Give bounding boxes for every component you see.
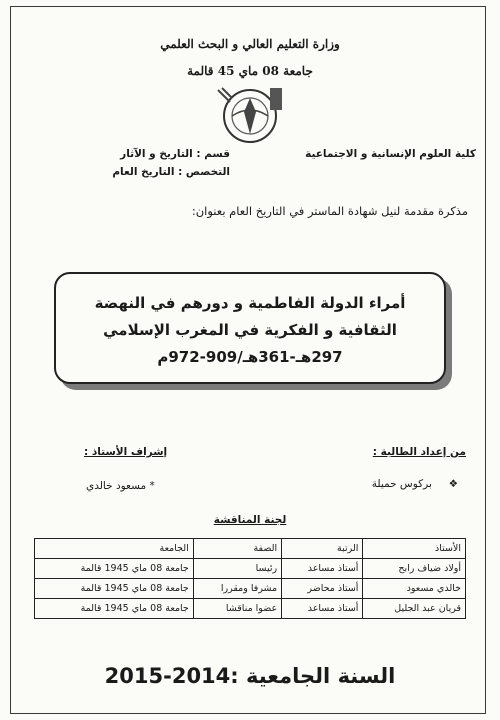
cell-professor: قريان عبد الجليل <box>363 599 466 619</box>
cell-rank: أستاذ مساعد <box>282 559 363 579</box>
academic-year: السنة الجامعية :2014-2015 <box>104 664 396 688</box>
university-name: جامعة 08 ماي 45 قالمة <box>187 64 313 78</box>
faculty-name: كلية العلوم الإنسانية و الاجتماعية <box>305 148 476 160</box>
thesis-title-dates: 297هـ-361هـ/909-972م <box>157 348 343 366</box>
committee-label: لجنة المناقشة <box>213 514 287 526</box>
department-name: قسم : التاريخ و الآثار <box>120 148 230 160</box>
committee-table <box>34 538 466 619</box>
supervised-by-label: إشراف الأستاذ : <box>84 446 168 458</box>
thesis-title-box <box>54 272 446 384</box>
cell-role: رئيسا <box>193 559 281 579</box>
column-header-university: الجامعة <box>35 539 194 559</box>
university-logo-icon <box>212 80 288 146</box>
cell-university: جامعة 08 ماي 1945 قالمة <box>35 599 194 619</box>
student-name-text: بركوس حميلة <box>371 478 432 490</box>
bullet-icon: ❖ <box>448 478 458 490</box>
supervisor-name: * مسعود خالدي <box>86 480 155 492</box>
cell-rank: أستاذ مساعد <box>282 599 363 619</box>
memo-intro: مذكرة مقدمة لنيل شهادة الماستر في التاريخ العام بعنوان: <box>191 204 468 218</box>
cell-university: جامعة 08 ماي 1945 قالمة <box>35 579 194 599</box>
cell-role: مشرفا ومقررا <box>193 579 281 599</box>
thesis-title-line-1: أمراء الدولة الفاطمية و دورهم في النهضة <box>94 294 406 312</box>
table-header-row <box>35 539 466 559</box>
ministry-name: وزارة التعليم العالي و البحث العلمي <box>160 37 340 51</box>
column-header-professor: الأستاذ <box>363 539 466 559</box>
cell-professor: خالدي مسعود <box>363 579 466 599</box>
table-row <box>35 559 466 579</box>
cell-rank: أستاذ محاضر <box>282 579 363 599</box>
column-header-role: الصفة <box>193 539 281 559</box>
cell-professor: أولاد ضياف رابح <box>363 559 466 579</box>
cell-university: جامعة 08 ماي 1945 قالمة <box>35 559 194 579</box>
student-name <box>372 478 458 490</box>
specialization: التخصص : التاريخ العام <box>112 166 230 178</box>
prepared-by-label: من إعداد الطالبة : <box>372 446 466 458</box>
table-row <box>35 599 466 619</box>
thesis-title-line-2: الثقافية و الفكرية في المغرب الإسلامي <box>103 321 397 339</box>
column-header-rank: الرتبة <box>282 539 363 559</box>
cell-role: عضوا مناقشا <box>193 599 281 619</box>
table-row <box>35 579 466 599</box>
